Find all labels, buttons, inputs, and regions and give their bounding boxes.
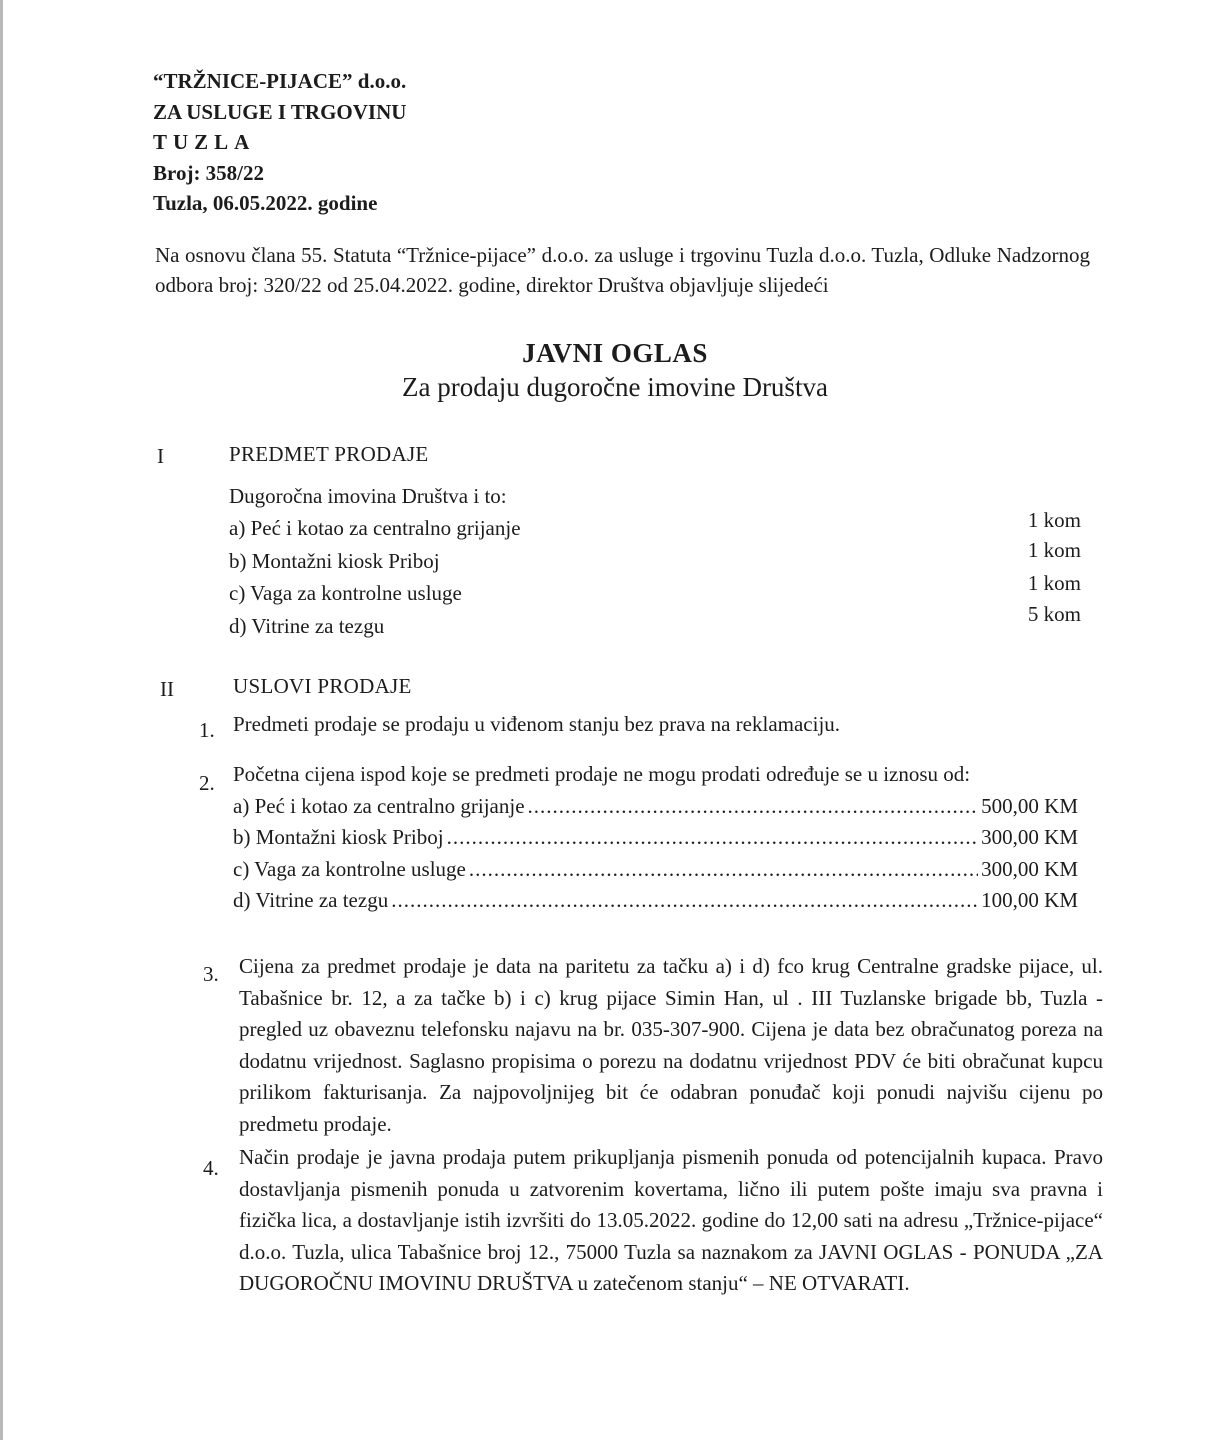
price-item-label: b) Montažni kiosk Priboj (233, 825, 444, 849)
price-leader-dots (391, 888, 978, 913)
price-item-label: a) Peć i kotao za centralno grijanje (233, 794, 525, 818)
item-quantity: 1 kom (1027, 571, 1081, 595)
condition-1-text: Predmeti prodaje se prodaju u viđenom stanju bez prava na reklamaciju. (233, 712, 841, 736)
item-row (229, 538, 1081, 576)
price-item-label: c) Vaga za kontrolne usluge (233, 857, 466, 881)
section-2-numeral: II (160, 677, 174, 701)
price-leader-dots (528, 794, 979, 819)
document-number: Broj: 358/22 (153, 160, 265, 185)
price-row (233, 794, 1078, 825)
condition-2-text: Početna cijena ispod koje se predmeti prodaje ne mogu prodati određuje se u iznosu od: (233, 762, 971, 786)
condition-3-number: 3. (203, 962, 219, 986)
company-activity: ZA USLUGE I TRGOVINU (153, 99, 407, 124)
price-amount: 500,00 KM (981, 794, 1078, 818)
condition-1-number: 1. (199, 718, 215, 742)
letterhead (153, 66, 406, 219)
item-quantity: 1 kom (1027, 538, 1081, 562)
item-row (229, 602, 1081, 642)
section-1-numeral: I (157, 444, 164, 468)
item-label: a) Peć i kotao za centralno grijanje (229, 516, 521, 540)
item-quantity: 5 kom (1027, 602, 1081, 626)
price-row (233, 888, 1078, 919)
announcement-title: JAVNI OGLAS (522, 338, 708, 368)
item-label: b) Montažni kiosk Priboj (229, 549, 440, 573)
price-row (233, 825, 1078, 856)
price-amount: 100,00 KM (981, 888, 1078, 912)
price-amount: 300,00 KM (981, 857, 1078, 881)
price-amount: 300,00 KM (981, 825, 1078, 849)
company-city: TUZLA (153, 130, 256, 154)
item-row (229, 571, 1081, 609)
item-quantity: 1 kom (1027, 508, 1081, 532)
price-leader-dots (447, 825, 979, 850)
section-2-heading: USLOVI PRODAJE (233, 674, 412, 698)
intro-paragraph: Na osnovu člana 55. Statuta “Tržnice-pijace” d.o.o. za usluge i trgovinu Tuzla d.o.o. Tuzla, Odluke Nadzornog odbora broj: 320/22 od 25.04.2022. godine, direktor Društva objavljuje slijedeći (155, 243, 1090, 297)
condition-2-number: 2. (199, 771, 215, 795)
section-1-lead: Dugoročna imovina Društva i to: (229, 484, 507, 508)
condition-4-text: Način prodaje je javna prodaja putem prikupljanja pismenih ponuda od potencijalnih kupaca. Pravo dostavljanja pismenih ponuda u zatvorenim kovertama, lično ili putem pošte imaju sva pravna i fizička lica, a dostavljanje istih izvršiti do 13.05.2022. godine do 12,00 sati na adresu „Tržnice-pijace“ d.o.o. Tuzla, ulica Tabašnice broj 12., 75000 Tuzla sa naznakom za JAVNI OGLAS - PONUDA „ZA DUGOROČNU IMOVINU DRUŠTVA u zatečenom stanju“ – NE OTVARATI. (239, 1145, 1103, 1296)
item-label: c) Vaga za kontrolne usluge (229, 581, 462, 605)
condition-3-text: Cijena za predmet prodaje je data na paritetu za tačku a) i d) fco krug Centralne gradske pijace, ul. Tabašnice br. 12, a za tačke b) i c) krug pijace Simin Han, ul . III Tuzlanske brigade bb, Tuzla - pregled uz obaveznu telefonsku najavu na br. 035-307-900. Cijena je data bez obračunatog poreza na dodatnu vrijednost. Saglasno propisima o porezu na dodatnu vrijednost PDV će biti obračunat kupcu prilikom fakturisanja. Za najpovoljnijeg bit će odabran ponuđač koji ponudi najvišu cijenu po predmetu prodaje. (239, 954, 1103, 1136)
price-row (233, 857, 1078, 888)
scan-edge (0, 0, 3, 1440)
condition-4-number: 4. (203, 1156, 219, 1180)
company-name: “TRŽNICE-PIJACE” d.o.o. (153, 69, 407, 93)
section-1-heading: PREDMET PRODAJE (229, 442, 429, 466)
announcement-subtitle: Za prodaju dugoročne imovine Društva (402, 372, 828, 402)
item-row (229, 508, 1081, 542)
item-label: d) Vitrine za tezgu (229, 614, 385, 638)
price-leader-dots (469, 857, 978, 882)
price-item-label: d) Vitrine za tezgu (233, 888, 389, 912)
document-date: Tuzla, 06.05.2022. godine (153, 191, 378, 215)
